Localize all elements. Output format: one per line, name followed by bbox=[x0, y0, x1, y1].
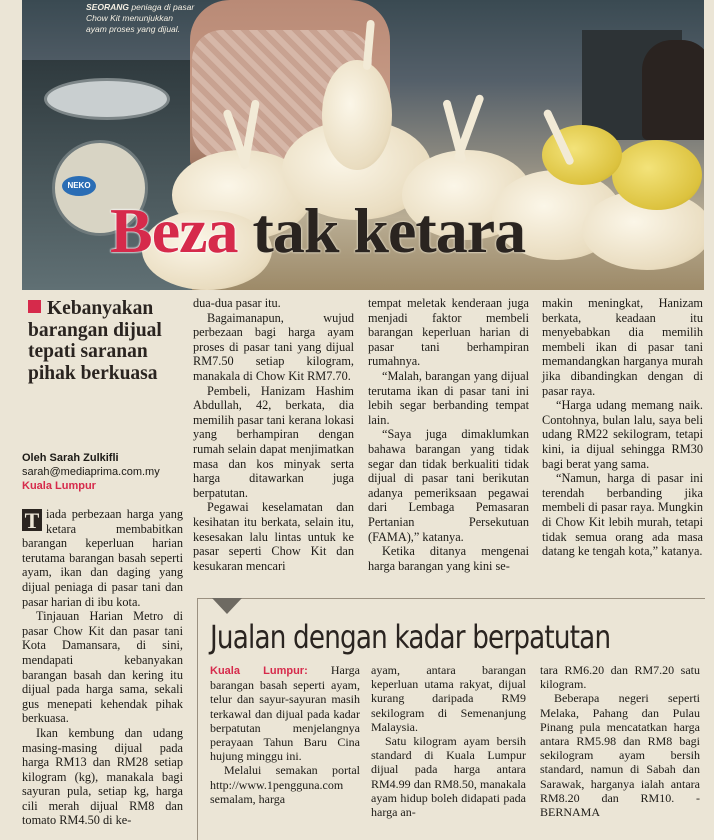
article-paragraph: Pegawai keselamatan dan kesihatan itu berkata, selain itu, kesesakan lalu lintas untuk ke pasar seperti Chow Kit dan kesukaran mencari bbox=[193, 500, 354, 573]
scale-brand-label: NEKO bbox=[62, 176, 96, 196]
article-paragraph: Ketika ditanya mengenai harga barangan yang kini se- bbox=[368, 544, 529, 573]
article-column-1 bbox=[22, 507, 183, 828]
article-paragraph: Tinjauan Harian Metro di pasar Chow Kit dan pasar tani Kota Damansara, di sini, mendapati kebanyakan barangan basah dan kering itu dijual pada harga sama, sekali gus menepati kehendak pihak berkuasa. bbox=[22, 609, 183, 726]
article-paragraph: T iada perbezaan harga yang ketara membabitkan barangan keperluan harian terutama barangan basah seperti ayam, ikan dan daging yang dijual peniaga di pasar tani dan pasar harian di ibu kota. bbox=[22, 507, 183, 609]
caption-lead: SEORANG bbox=[86, 2, 129, 12]
drop-cap: T bbox=[22, 509, 42, 531]
article-column-2 bbox=[193, 296, 354, 573]
author-email[interactable]: sarah@mediaprima.com.my bbox=[22, 466, 160, 478]
headline-word-dark: tak ketara bbox=[252, 195, 526, 266]
box-paragraph: Beberapa negeri seperti Melaka, Pahang dan Pulau Pinang pula mencatatkan harga antara RM5.98 dan RM8 bagi sekilogram ayam bersih standard, namun di Sabah dan Sarawak, harganya ialah antara RM8.20 dan RM10. - BERNAMA bbox=[540, 691, 700, 820]
red-square-bullet-icon bbox=[28, 300, 41, 313]
box-pointer-icon bbox=[212, 598, 242, 614]
headline-word-red: Beza bbox=[110, 195, 238, 266]
article-paragraph: “Namun, harga di pasar ini terendah berbanding jika membeli di pasar raya. Mungkin di Chow Kit lebih murah, tetapi tidak semua orang ada masa datang ke tengah kota,” katanya. bbox=[542, 471, 703, 559]
main-headline bbox=[110, 196, 710, 266]
article-column-3 bbox=[368, 296, 529, 573]
article-paragraph: Bagaimanapun, wujud perbezaan bagi harga ayam proses di pasar tani yang dijual RM7.50 setiap kilogram, manakala di Chow Kit RM7.70. bbox=[193, 310, 354, 383]
subheadline-text: Kebanyakan barangan dijual tepati saranan pihak berkuasa bbox=[28, 298, 162, 384]
sidebar-box-title: Jualan dengan kadar berpatutan bbox=[210, 618, 611, 656]
box-dateline: Kuala Lumpur: bbox=[210, 665, 308, 677]
box-paragraph: Satu kilogram ayam bersih standard di Kuala Lumpur dijual pada harga antara RM4.99 dan RM8.50, manakala ayam hidup boleh didapati pada harga an- bbox=[371, 734, 526, 820]
weighing-scale-tray bbox=[44, 78, 170, 120]
article-paragraph: Pembeli, Hanizam Hashim Abdullah, 42, berkata, dia memilih pasar tani kerana lokasi yang berhampiran dengan rumah selain dapat menjimatkan masa dan kos minyak serta harga ditawarkan juga berpatutan. bbox=[193, 383, 354, 500]
box-paragraph: tara RM6.20 dan RM7.20 satu kilogram. bbox=[540, 663, 700, 692]
box-paragraph: ayam, antara barangan keperluan utama rakyat, dijual kurang daripada RM9 sekilogram di Semenanjung Malaysia. bbox=[371, 663, 526, 734]
processed-chicken bbox=[322, 60, 392, 170]
background-person bbox=[642, 40, 704, 140]
subheadline bbox=[28, 298, 186, 384]
article-paragraph: “Malah, barangan yang dijual terutama ikan di pasar tani ini lebih segar berbanding tempat lain. bbox=[368, 368, 529, 427]
article-paragraph: Ikan kembung dan udang masing-masing dijual pada harga RM13 dan RM28 setiap kilogram (kg), manakala bagi sayuran pula, setiap kg, harga cili merah dijual RM8 dan tomato RM4.50 di ke- bbox=[22, 725, 183, 828]
box-paragraph: Melalui semakan portal http://www.1pengguna.com semalam, harga bbox=[210, 763, 360, 806]
box-paragraph: Kuala Lumpur: Harga barangan basah seperti ayam, telur dan sayur-sayuran masih terkawal dan dijual pada kadar berpatutan menjelangnya perayaan Tahun Baru Cina hujung minggu ini. bbox=[210, 663, 360, 764]
article-paragraph: tempat meletak kenderaan juga menjadi faktor membeli barangan keperluan harian di pasar tani berhampiran rumahnya. bbox=[368, 296, 529, 369]
box-column-2 bbox=[371, 663, 526, 819]
photo-caption bbox=[86, 2, 196, 35]
author-name: Oleh Sarah Zulkifli bbox=[22, 452, 119, 464]
caption-text: peniaga di pasar Chow Kit menunjukkan ayam proses yang dijual. bbox=[86, 2, 195, 34]
article-paragraph: “Harga udang memang naik. Contohnya, bulan lalu, saya beli udang RM22 sekilogram, tetapi kini, ia dijual sehingga RM30 bagi berat yang sama. bbox=[542, 398, 703, 471]
article-column-4 bbox=[542, 296, 703, 559]
box-column-3 bbox=[540, 663, 700, 819]
article-paragraph: makin meningkat, Hanizam berkata, keadaan itu menyebabkan dia memilih membeli ikan di pasar tani memandangkan harganya murah jika dibandingkan dengan di pasar raya. bbox=[542, 296, 703, 398]
box-column-1 bbox=[210, 663, 360, 806]
article-paragraph: “Saya juga dimaklumkan bahawa barangan yang tidak segar dan tidak berkualiti tidak dijual di pasar tani berikutan adanya pemeriksaan pegawai dari Lembaga Pemasaran Pertanian Persekutuan (FAMA),” katanya. bbox=[368, 427, 529, 544]
article-paragraph: dua-dua pasar itu. bbox=[193, 296, 281, 310]
byline bbox=[22, 451, 192, 493]
dateline-location: Kuala Lumpur bbox=[22, 480, 96, 492]
